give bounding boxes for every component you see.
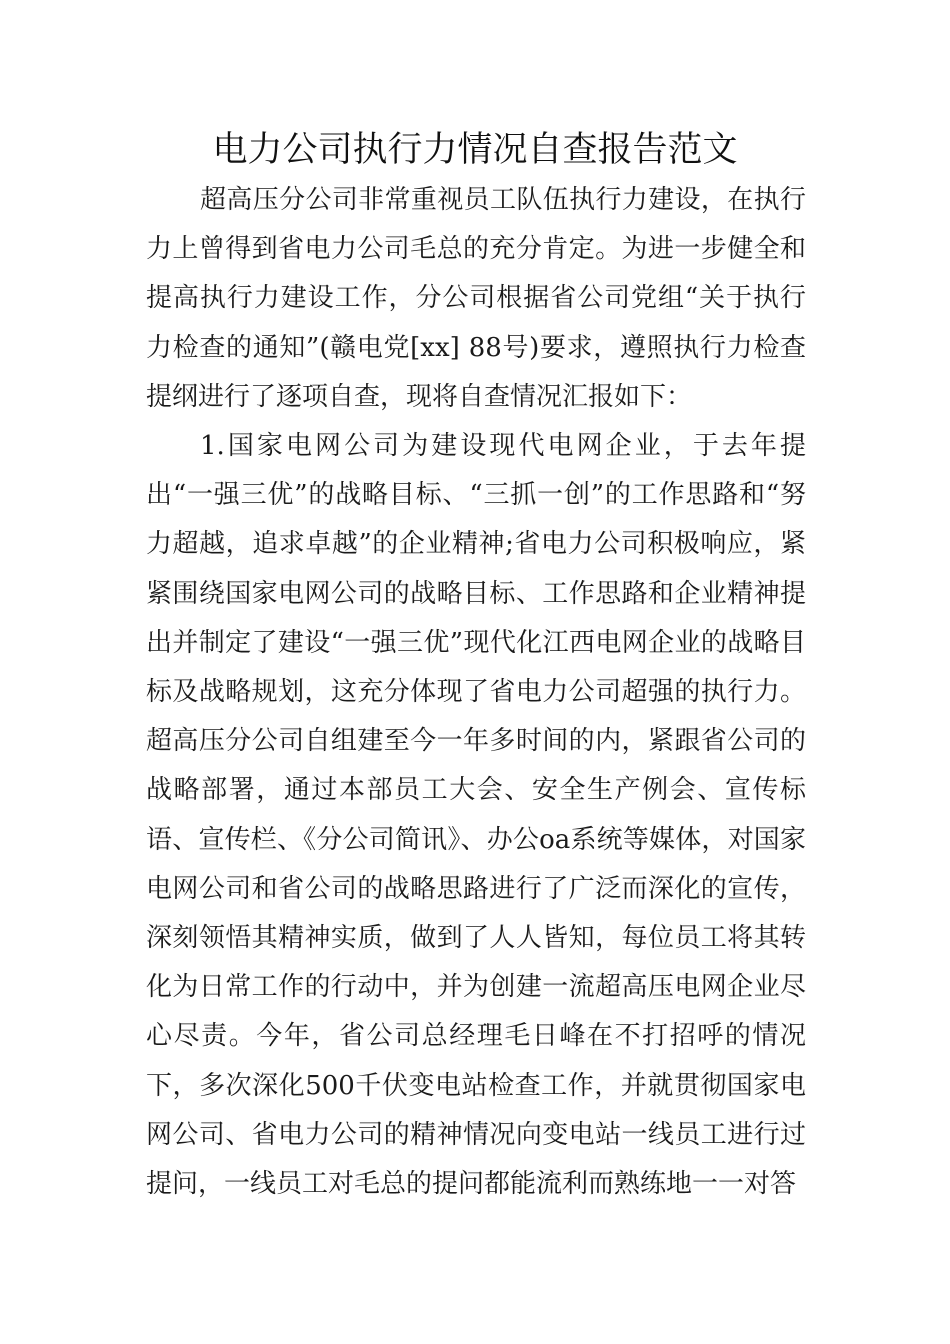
paragraph-intro: 超高压分公司非常重视员工队伍执行力建设，在执行力上曾得到省电力公司毛总的充分肯定。为进一步健全和提高执行力建设工作，分公司根据省公司党组“关于执行力检查的通知”(赣电党[xx] 88号)要求，遵照执行力检查提纲进行了逐项自查，现将自查情况汇报如下： bbox=[146, 185, 806, 412]
paragraph-item-1: 1.国家电网公司为建设现代电网企业，于去年提出“一强三优”的战略目标、“三抓一创”的工作思路和“努力超越，追求卓越”的企业精神;省电力公司积极响应，紧紧围绕国家电网公司的战略目标、工作思路和企业精神提出并制定了建设“一强三优”现代化江西电网企业的战略目标及战略规划，这充分体现了省电力公司超强的执行力。超高压分公司自组建至今一年多时间的内，紧跟省公司的战略部署，通过本部员工大会、安全生产例会、宣传标语、宣传栏、《分公司简讯》、办公oa系统等媒体，对国家电网公司和省公司的战略思路进行了广泛而深化的宣传，深刻领悟其精神实质，做到了人人皆知，每位员工将其转化为日常工作的行动中，并为创建一流超高压电网企业尽心尽责。今年，省公司总经理毛日峰在不打招呼的情况下，多次深化500千伏变电站检查工作，并就贯彻国家电网公司、省电力公司的精神情况向变电站一线员工进行过提问，一线员工对毛总的提问都能流利而熟练地一一对答 bbox=[146, 431, 806, 1200]
document-body bbox=[146, 176, 806, 1209]
document-title: 电力公司执行力情况自查报告范文 bbox=[212, 130, 738, 170]
